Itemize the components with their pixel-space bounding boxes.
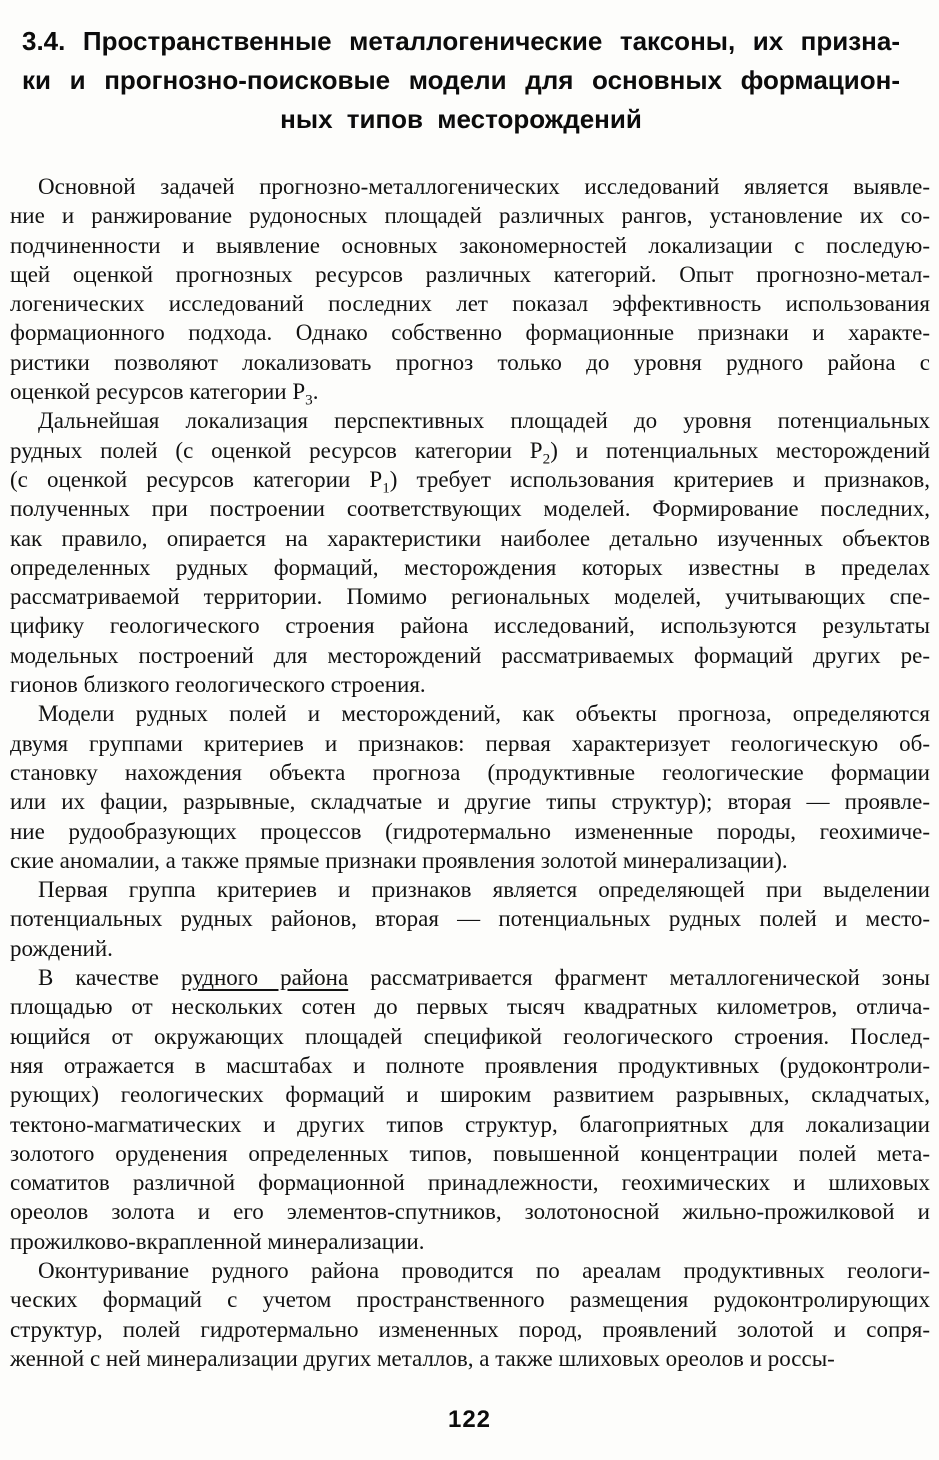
text-line: оценкой ресурсов категории $Р_3$. — [10, 379, 319, 409]
text-line: потенциальных рудных районов, вторая — потенциальных рудных полей и место- — [10, 906, 930, 932]
text-line: Оконтуривание рудного района проводится по ареалам продуктивных геологи- — [38, 1257, 930, 1283]
heading-line: 3.4. Пространственные металлогенические таксоны, их призна- — [22, 26, 900, 56]
text-line: соматитов различной формационной принадлежности, геохимических и шлиховых — [10, 1170, 930, 1196]
text-line: рующих) геологических формаций и широким развитием разрывных, складчатых, — [10, 1082, 930, 1108]
paragraph — [10, 1256, 930, 1373]
text-line: структур, полей гидротермально измененных пород, проявлений золотой и сопря- — [10, 1316, 930, 1342]
text-line: рождений. — [10, 935, 113, 961]
heading-line: ных типов месторождений — [280, 104, 642, 134]
text-line: формационного подхода. Однако собственно формационные признаки и характе- — [10, 320, 930, 346]
text-line: ние рудообразующих процессов (гидротермально измененные породы, геохимиче- — [10, 818, 930, 844]
text-line: гионов близкого геологического строения. — [10, 672, 426, 698]
text-line: модельных построений для месторождений рассматриваемых формаций других ре- — [10, 642, 930, 668]
text-line: как правило, опирается на характеристики наиболее детально изученных объектов — [10, 525, 930, 551]
text-line: женной с ней минерализации других металлов, а также шлиховых ореолов и россы- — [10, 1345, 835, 1371]
text-line: или их фации, разрывные, складчатые и другие типы структур); вторая — проявле- — [10, 789, 930, 815]
paragraph — [10, 699, 930, 875]
text-line: рудных полей (с оценкой ресурсов категории $Р_2$) и потенциальных месторождений — [10, 437, 931, 468]
subscript: 2 — [542, 450, 551, 468]
underlined-term: рудного района — [181, 965, 349, 991]
text-line: Модели рудных полей и месторождений, как объекты прогноза, определяются — [38, 701, 930, 727]
text-line: Первая группа критериев и признаков является определяющей при выделении — [38, 877, 930, 903]
text-line: цифику геологического строения района исследований, используются результаты — [10, 613, 930, 639]
text-line: няя отражается в масштабах и полноте проявления продуктивных (рудоконтроли- — [10, 1052, 930, 1078]
text-line: ореолов золота и его элементов-спутников, золотоносной жильно-прожилковой и — [10, 1199, 930, 1225]
text-line: В качестве рудного района рассматривается фрагмент металлогенической зоны — [38, 965, 930, 991]
text-line: подчиненности и выявление основных закономерностей локализации с последую- — [10, 232, 930, 258]
text-line: определенных рудных формаций, месторождения которых известны в пределах — [10, 554, 930, 580]
paragraph — [10, 172, 930, 409]
text-line: ющийся от окружающих площадей спецификой геологического строения. Послед- — [10, 1023, 930, 1049]
text-line: площадью от нескольких сотен до первых тысяч квадратных километров, отлича- — [10, 994, 930, 1020]
section-heading — [22, 22, 900, 139]
page-number: 122 — [447, 1406, 492, 1433]
text-line: Дальнейшая локализация перспективных площадей до уровня потенциальных — [38, 408, 930, 434]
text-line: логенических исследований последних лет показал эффективность использования — [10, 291, 930, 317]
subscript: 1 — [382, 479, 390, 497]
text-line: полученных при построении соответствующих моделей. Формирование последних, — [10, 496, 930, 522]
paragraph — [10, 406, 930, 699]
text-line: становку нахождения объекта прогноза (продуктивные геологические формации — [10, 759, 930, 785]
text-line: щей оценкой прогнозных ресурсов различных категорий. Опыт прогнозно-метал- — [10, 261, 930, 287]
text-line: рассматриваемой территории. Помимо региональных моделей, учитывающих спе- — [10, 584, 930, 610]
heading-line: ки и прогнозно-поисковые модели для основных формацион- — [22, 65, 900, 95]
text-line: ческих формаций с учетом пространственного размещения рудоконтролирующих — [10, 1287, 930, 1313]
paragraph — [10, 875, 930, 963]
body-text — [10, 172, 930, 1373]
text-line: (с оценкой ресурсов категории $Р_1$) требует использования критериев и признаков, — [10, 466, 930, 497]
paragraph — [10, 963, 930, 1256]
text-line: тектоно-магматических и других типов структур, благоприятных для локализации — [10, 1111, 930, 1137]
text-line: золотого оруденения определенных типов, повышенной концентрации полей мета- — [10, 1140, 930, 1166]
subscript: 3 — [305, 391, 313, 409]
text-line: Основной задачей прогнозно-металлогенических исследований является выявле- — [38, 174, 930, 199]
text-line: ристики позволяют локализовать прогноз только до уровня рудного района с — [10, 349, 930, 375]
text-line: ские аномалии, а также прямые признаки проявления золотой минерализации). — [10, 847, 788, 873]
text-line: двумя группами критериев и признаков: первая характеризует геологическую об- — [10, 730, 930, 756]
text-line: ние и ранжирование рудоносных площадей различных рангов, установление их со- — [10, 203, 930, 229]
text-line: прожилково-вкрапленной минерализации. — [10, 1228, 425, 1254]
